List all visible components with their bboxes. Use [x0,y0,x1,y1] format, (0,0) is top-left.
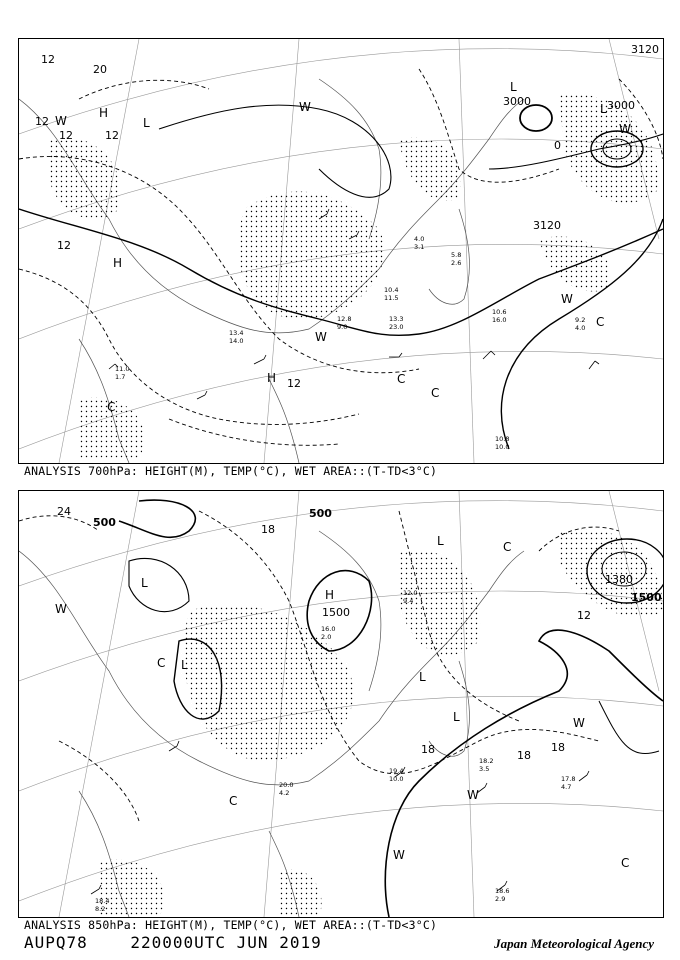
low-center: L [181,658,188,672]
low-center: L [453,710,460,724]
obs-dewpoint: 2.9 [495,895,506,903]
temp-label: 18 [421,743,435,756]
temp-label: 12 [577,609,591,622]
obs-dewpoint: 9.4 [403,597,414,605]
obs-temp: 10.6 [492,308,507,316]
obs-temp: 20.0 [279,781,294,789]
obs-temp: 9.2 [575,316,586,324]
temp-label: 20 [93,63,107,76]
obs-temp: 17.8 [561,775,576,783]
map-700hpa-svg [19,39,663,463]
obs-dewpoint: 3.1 [414,243,425,251]
temp-label: 12 [105,129,119,142]
warm-center: W [393,848,405,862]
height-label: 3120 [631,43,659,56]
obs-temp: 4.0 [414,235,425,243]
warm-center: W [573,716,585,730]
obs-dewpoint: 2.0 [321,633,332,641]
obs-temp: 10.8 [495,435,510,443]
temp-label: 24 [57,505,71,518]
obs-temp: 18.6 [495,887,510,895]
low-center: L [437,534,444,548]
obs-temp: 13.3 [389,315,404,323]
cold-center: C [431,386,440,400]
warm-center: W [55,114,67,128]
map-850hpa-svg [19,491,663,917]
cold-center: C [596,315,605,329]
obs-temp: 18.4 [95,897,110,905]
high-center: H [325,588,335,602]
obs-temp: 16.0 [321,625,336,633]
height-label: 1500 [631,591,662,604]
obs-temp: 12.8 [337,315,352,323]
obs-temp: 5.8 [451,251,462,259]
wind-barbs [91,741,589,894]
caption-850hpa: ANALYSIS 850hPa: HEIGHT(M), TEMP(°C), WET AREA::(T-TD<3°C) [24,918,438,932]
obs-dewpoint: 4.0 [575,324,586,332]
obs-dewpoint: 11.5 [384,294,399,302]
cold-center: C [107,400,116,414]
temp-label: 12 [287,377,301,390]
cold-center: C [229,794,238,808]
height-label: 1380 [605,573,633,586]
product-id: AUPQ78 [24,933,88,952]
warm-center: W [55,602,67,616]
obs-dewpoint: 1.7 [115,373,126,381]
agency-credit: Japan Meteorological Agency [494,936,654,951]
temp-label: 12 [35,115,49,128]
warm-center: W [467,788,479,802]
obs-dewpoint: 23.0 [389,323,404,331]
caption-700hpa: ANALYSIS 700hPa: HEIGHT(M), TEMP(°C), WET AREA::(T-TD<3°C) [24,464,438,478]
low-center: L [141,576,148,590]
obs-dewpoint: 16.0 [492,316,507,324]
obs-temp: 12.0 [403,589,418,597]
low-center: L [143,116,150,130]
station-observations [95,589,575,913]
obs-dewpoint: 10.0 [389,775,404,783]
low-center: L [600,102,607,116]
height-label: 3120 [533,219,561,232]
temp-label: 0 [554,139,561,152]
warm-center: W [619,122,631,136]
obs-temp: 18.2 [479,757,494,765]
warm-center: W [315,330,327,344]
obs-dewpoint: 14.0 [229,337,244,345]
obs-temp: 10.4 [384,286,399,294]
height-label: 3000 [503,95,531,108]
obs-temp: 11.0 [115,365,130,373]
temp-label: 12 [59,129,73,142]
valid-time: 220000UTC JUN 2019 [130,933,322,952]
cold-center: C [621,856,630,870]
obs-dewpoint: 10.0 [495,443,510,451]
height-label: 3000 [607,99,635,112]
low-center: L [510,80,517,94]
map-panel-700hpa [18,38,664,464]
obs-dewpoint: 4.2 [279,789,290,797]
temp-label: 12 [57,239,71,252]
cold-center: C [157,656,166,670]
obs-dewpoint: 2.6 [451,259,462,267]
height-label: 1500 [322,606,350,619]
map-panel-850hpa [18,490,664,918]
temp-label: 12 [41,53,55,66]
obs-dewpoint: 3.5 [479,765,490,773]
low-center: L [419,670,426,684]
wet-areas [49,93,659,459]
height-label: 500 [93,516,116,529]
cold-center: C [503,540,512,554]
product-header [24,933,322,952]
height-label: 500 [309,507,332,520]
high-center: H [99,106,109,120]
high-center: H [267,371,277,385]
obs-dewpoint: 4.7 [561,783,572,791]
obs-temp: 13.4 [229,329,244,337]
cold-center: C [397,372,406,386]
warm-center: W [561,292,573,306]
obs-dewpoint: 8.2 [95,905,106,913]
temp-label: 18 [551,741,565,754]
temp-label: 18 [517,749,531,762]
high-center: H [113,256,123,270]
warm-center: W [299,100,311,114]
obs-temp: 19.4 [389,767,404,775]
temp-label: 18 [261,523,275,536]
obs-dewpoint: 9.0 [337,323,348,331]
